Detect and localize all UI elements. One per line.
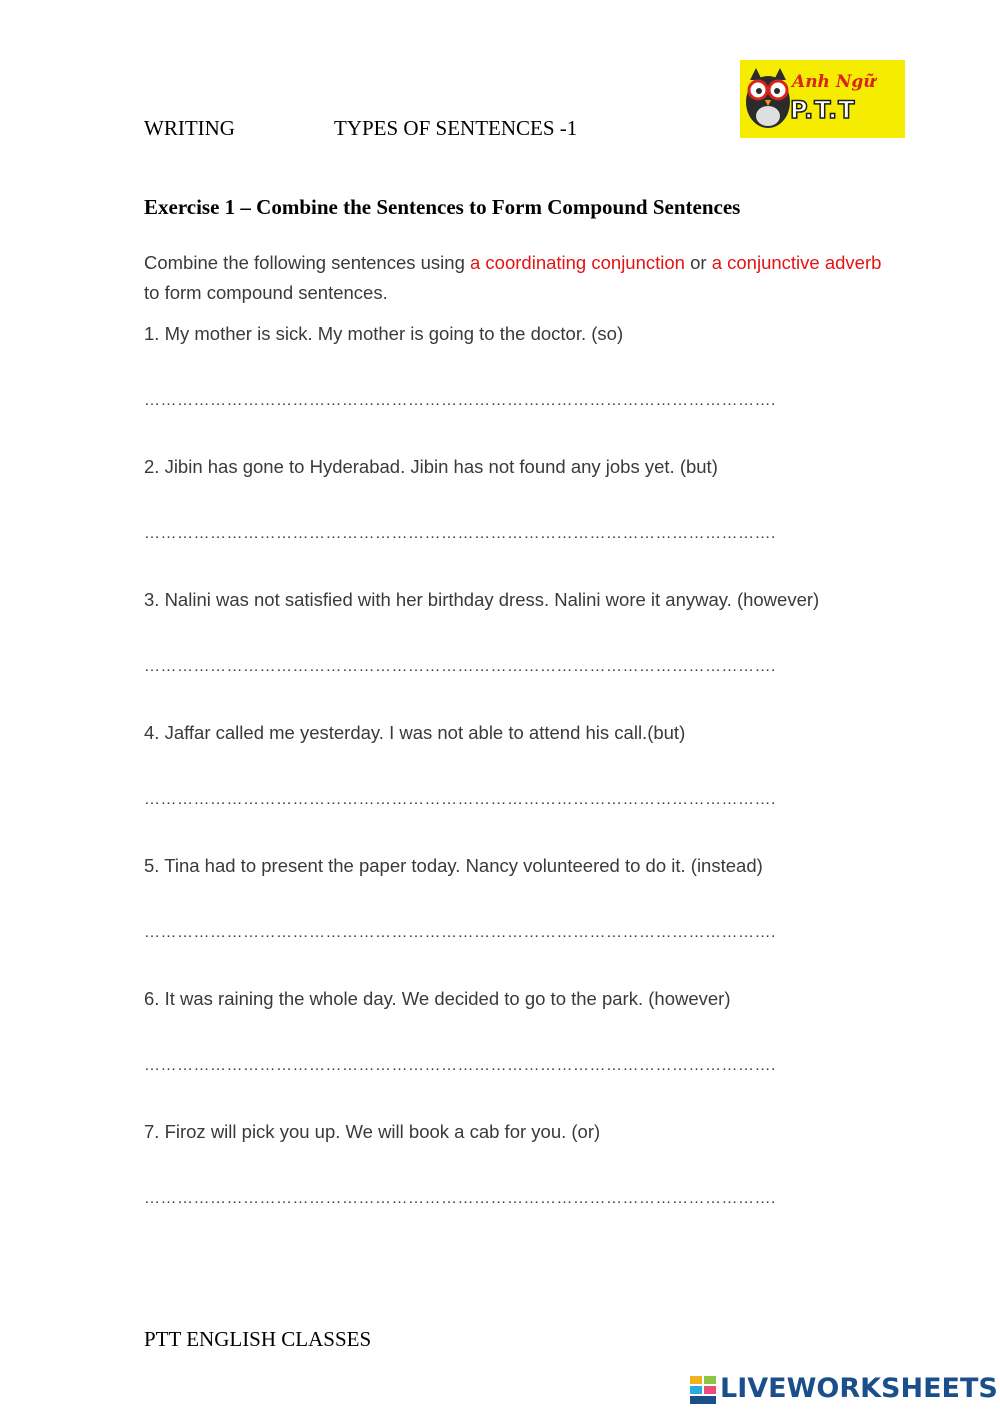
- question-7: 7. Firoz will pick you up. We will book a cab for you. (or): [144, 1121, 601, 1142]
- answer-field-5[interactable]: …………………………………………………………………………………………………….: [144, 924, 776, 941]
- exercise-title: Exercise 1 – Combine the Sentences to Form Compound Sentences: [144, 195, 741, 219]
- answer-field-3[interactable]: …………………………………………………………………………………………………….: [144, 658, 776, 675]
- question-5: 5. Tina had to present the paper today. Nancy volunteered to do it. (instead): [144, 855, 763, 876]
- instructions-highlight-conjunction: a coordinating conjunction: [470, 252, 685, 273]
- instructions-text-1: Combine the following sentences using: [144, 252, 470, 273]
- instructions-text-2: or: [684, 252, 712, 273]
- answer-field-2[interactable]: …………………………………………………………………………………………………….: [144, 525, 776, 542]
- instructions: [144, 248, 896, 308]
- question-4: 4. Jaffar called me yesterday. I was not able to attend his call.(but): [144, 722, 686, 743]
- answer-field-4[interactable]: …………………………………………………………………………………………………….: [144, 791, 776, 808]
- logo-text-top: Anh Ngữ: [792, 72, 876, 92]
- ptt-logo: [740, 60, 905, 138]
- instructions-text-3: to form compound sentences.: [144, 282, 388, 303]
- liveworksheets-logo-icon: [690, 1376, 716, 1404]
- instructions-highlight-adverb: a conjunctive adverb: [711, 252, 882, 273]
- answer-field-6[interactable]: …………………………………………………………………………………………………….: [144, 1057, 776, 1074]
- footer-text: PTT ENGLISH CLASSES: [144, 1327, 372, 1351]
- question-1: 1. My mother is sick. My mother is going to the doctor. (so): [144, 323, 624, 344]
- question-2: 2. Jibin has gone to Hyderabad. Jibin has not found any jobs yet. (but): [144, 456, 718, 477]
- answer-field-7[interactable]: …………………………………………………………………………………………………….: [144, 1190, 776, 1207]
- logo-text-bottom: P.T.T: [790, 96, 856, 124]
- answer-field-1[interactable]: …………………………………………………………………………………………………….: [144, 392, 776, 409]
- header-label: WRITING: [144, 116, 235, 140]
- liveworksheets-text: LIVEWORKSHEETS: [720, 1373, 998, 1404]
- worksheet-title: TYPES OF SENTENCES -1: [334, 116, 578, 140]
- question-6: 6. It was raining the whole day. We decided to go to the park. (however): [144, 988, 731, 1009]
- question-3: 3. Nalini was not satisfied with her birthday dress. Nalini wore it anyway. (however): [144, 589, 820, 610]
